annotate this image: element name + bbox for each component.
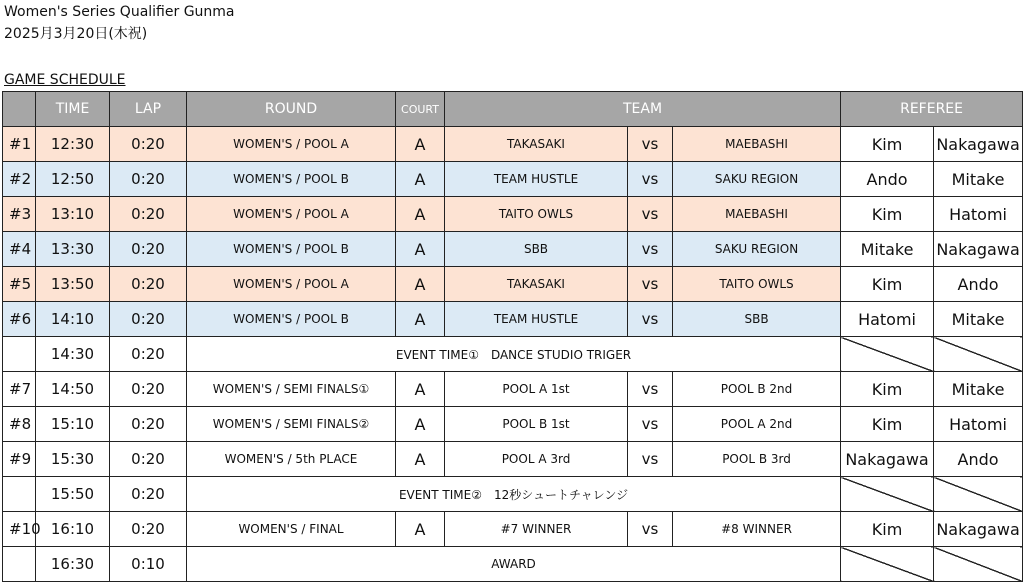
game-round: WOMEN'S / POOL B (187, 302, 396, 337)
game-lap: 0:20 (110, 197, 187, 232)
referee-1: Kim (841, 197, 934, 232)
versus-label: vs (628, 127, 673, 162)
referee-1: Kim (841, 267, 934, 302)
game-time: 15:10 (36, 407, 110, 442)
team-1: TAKASAKI (445, 127, 628, 162)
game-time: 16:10 (36, 512, 110, 547)
team-2: #8 WINNER (673, 512, 841, 547)
game-number: #2 (3, 162, 36, 197)
event-label: EVENT TIME② 12秒シュートチャレンジ (187, 477, 841, 512)
table-row (3, 337, 1023, 372)
versus-label: vs (628, 512, 673, 547)
header-referee: REFEREE (841, 92, 1023, 127)
versus-label: vs (628, 267, 673, 302)
game-lap: 0:20 (110, 232, 187, 267)
table-row (3, 547, 1023, 582)
referee-2: Hatomi (934, 407, 1023, 442)
table-header-row (3, 92, 1023, 127)
game-lap: 0:20 (110, 162, 187, 197)
document-title: Women's Series Qualifier Gunma (4, 4, 235, 20)
versus-label: vs (628, 372, 673, 407)
game-number: #7 (3, 372, 36, 407)
referee-2: Ando (934, 442, 1023, 477)
game-number (3, 477, 36, 512)
team-1: TEAM HUSTLE (445, 162, 628, 197)
team-2: POOL A 2nd (673, 407, 841, 442)
empty-referee-cell (934, 477, 1023, 512)
game-lap: 0:10 (110, 547, 187, 582)
game-court: A (396, 162, 445, 197)
table-row (3, 407, 1023, 442)
team-2: SBB (673, 302, 841, 337)
header-court: COURT (396, 92, 445, 127)
game-court: A (396, 127, 445, 162)
referee-2: Ando (934, 267, 1023, 302)
referee-2: Mitake (934, 372, 1023, 407)
empty-referee-cell (841, 547, 934, 582)
game-lap: 0:20 (110, 407, 187, 442)
empty-referee-cell (934, 337, 1023, 372)
game-number (3, 337, 36, 372)
game-lap: 0:20 (110, 477, 187, 512)
team-2: MAEBASHI (673, 127, 841, 162)
game-lap: 0:20 (110, 512, 187, 547)
versus-label: vs (628, 197, 673, 232)
game-number: #8 (3, 407, 36, 442)
schedule-table (2, 91, 1023, 582)
team-1: SBB (445, 232, 628, 267)
table-row (3, 197, 1023, 232)
game-time: 15:30 (36, 442, 110, 477)
game-number: #10 (3, 512, 36, 547)
game-number: #6 (3, 302, 36, 337)
referee-1: Ando (841, 162, 934, 197)
versus-label: vs (628, 162, 673, 197)
game-round: WOMEN'S / 5th PLACE (187, 442, 396, 477)
empty-referee-cell (841, 337, 934, 372)
header-number (3, 92, 36, 127)
team-1: TAKASAKI (445, 267, 628, 302)
referee-1: Mitake (841, 232, 934, 267)
table-row (3, 267, 1023, 302)
header-team: TEAM (445, 92, 841, 127)
game-court: A (396, 302, 445, 337)
game-number: #3 (3, 197, 36, 232)
game-time: 12:50 (36, 162, 110, 197)
versus-label: vs (628, 302, 673, 337)
header-round: ROUND (187, 92, 396, 127)
referee-1: Kim (841, 127, 934, 162)
team-2: MAEBASHI (673, 197, 841, 232)
game-round: WOMEN'S / POOL A (187, 267, 396, 302)
team-2: SAKU REGION (673, 162, 841, 197)
table-row (3, 372, 1023, 407)
team-2: SAKU REGION (673, 232, 841, 267)
game-number: #9 (3, 442, 36, 477)
game-time: 14:50 (36, 372, 110, 407)
referee-2: Nakagawa (934, 232, 1023, 267)
versus-label: vs (628, 232, 673, 267)
versus-label: vs (628, 407, 673, 442)
game-round: WOMEN'S / SEMI FINALS② (187, 407, 396, 442)
game-lap: 0:20 (110, 337, 187, 372)
table-row (3, 162, 1023, 197)
game-round: WOMEN'S / POOL B (187, 162, 396, 197)
team-1: POOL B 1st (445, 407, 628, 442)
table-row (3, 512, 1023, 547)
game-round: WOMEN'S / POOL A (187, 127, 396, 162)
referee-1: Nakagawa (841, 442, 934, 477)
team-2: POOL B 3rd (673, 442, 841, 477)
game-time: 16:30 (36, 547, 110, 582)
game-number: #5 (3, 267, 36, 302)
game-time: 13:10 (36, 197, 110, 232)
empty-referee-cell (841, 477, 934, 512)
team-1: TAITO OWLS (445, 197, 628, 232)
game-time: 14:30 (36, 337, 110, 372)
referee-2: Mitake (934, 162, 1023, 197)
game-round: WOMEN'S / POOL A (187, 197, 396, 232)
versus-label: vs (628, 442, 673, 477)
game-time: 15:50 (36, 477, 110, 512)
game-lap: 0:20 (110, 127, 187, 162)
game-number (3, 547, 36, 582)
header-time: TIME (36, 92, 110, 127)
game-number: #4 (3, 232, 36, 267)
game-round: WOMEN'S / FINAL (187, 512, 396, 547)
referee-1: Kim (841, 372, 934, 407)
document-date: 2025月3月20日(木祝) (4, 26, 148, 42)
team-1: #7 WINNER (445, 512, 628, 547)
referee-1: Kim (841, 512, 934, 547)
game-lap: 0:20 (110, 267, 187, 302)
game-time: 14:10 (36, 302, 110, 337)
table-row (3, 232, 1023, 267)
game-round: WOMEN'S / SEMI FINALS① (187, 372, 396, 407)
game-lap: 0:20 (110, 372, 187, 407)
game-time: 13:50 (36, 267, 110, 302)
team-2: TAITO OWLS (673, 267, 841, 302)
event-label: AWARD (187, 547, 841, 582)
referee-1: Hatomi (841, 302, 934, 337)
referee-2: Mitake (934, 302, 1023, 337)
team-1: TEAM HUSTLE (445, 302, 628, 337)
game-time: 12:30 (36, 127, 110, 162)
game-court: A (396, 372, 445, 407)
table-row (3, 302, 1023, 337)
game-number: #1 (3, 127, 36, 162)
table-row (3, 477, 1023, 512)
team-1: POOL A 3rd (445, 442, 628, 477)
referee-1: Kim (841, 407, 934, 442)
event-label: EVENT TIME① DANCE STUDIO TRIGER (187, 337, 841, 372)
game-court: A (396, 407, 445, 442)
game-round: WOMEN'S / POOL B (187, 232, 396, 267)
referee-2: Nakagawa (934, 512, 1023, 547)
referee-2: Nakagawa (934, 127, 1023, 162)
game-lap: 0:20 (110, 302, 187, 337)
game-court: A (396, 442, 445, 477)
game-lap: 0:20 (110, 442, 187, 477)
section-heading: GAME SCHEDULE (4, 72, 126, 88)
schedule-body (3, 127, 1023, 582)
empty-referee-cell (934, 547, 1023, 582)
referee-2: Hatomi (934, 197, 1023, 232)
game-court: A (396, 267, 445, 302)
table-row (3, 127, 1023, 162)
game-court: A (396, 512, 445, 547)
game-court: A (396, 197, 445, 232)
header-lap: LAP (110, 92, 187, 127)
team-2: POOL B 2nd (673, 372, 841, 407)
game-time: 13:30 (36, 232, 110, 267)
game-court: A (396, 232, 445, 267)
team-1: POOL A 1st (445, 372, 628, 407)
table-row (3, 442, 1023, 477)
